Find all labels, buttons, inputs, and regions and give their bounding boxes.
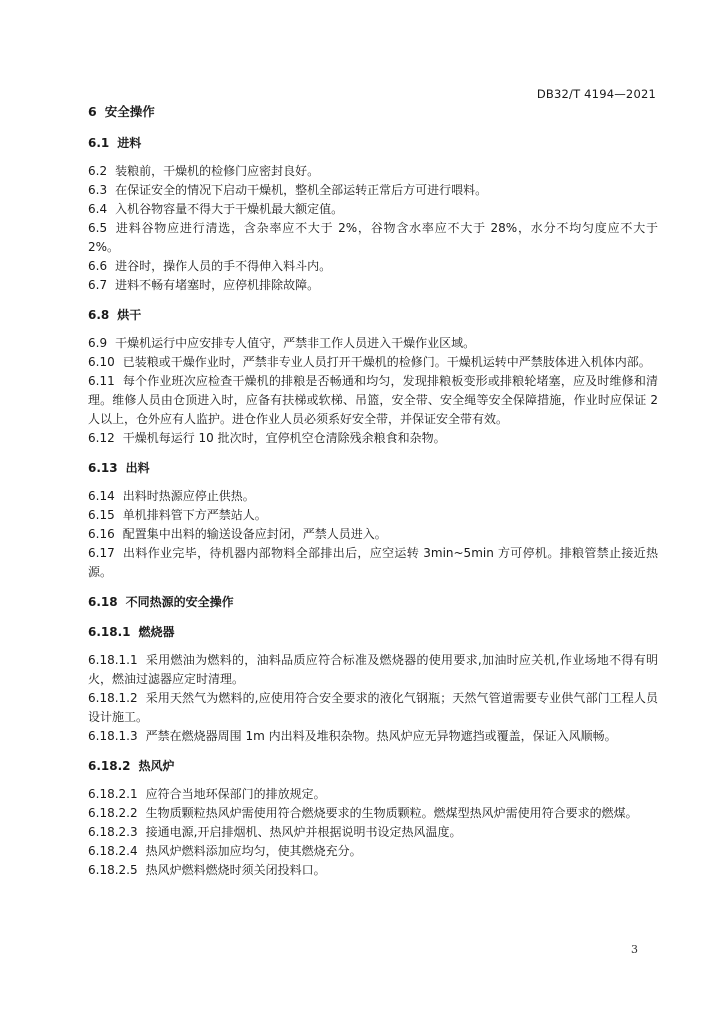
subsection-heading <box>88 134 658 153</box>
clause-text: 配置集中出料的输送设备应封闭，严禁人员进入。 <box>122 527 387 541</box>
clause-paragraph <box>88 544 658 582</box>
clause-paragraph <box>88 487 658 506</box>
clause-number: 6.18.2.5 <box>88 863 138 877</box>
document-code: DB32/T 4194—2021 <box>536 87 656 101</box>
clause-text: 在保证安全的情况下启动干燥机，整机全部运转正常后方可进行喂料。 <box>115 183 488 197</box>
clause-text: 应符合当地环保部门的排放规定。 <box>145 787 326 801</box>
clause-paragraph <box>88 861 658 880</box>
clause-text: 每个作业班次应检查干燥机的排粮是否畅通和均匀，发现排粮板变形或排粮轮堵塞，应及时维修和清理。维修人员由仓顶进入时，应备有扶梯或软梯、吊篮，安全带、安全绳等安全保障措施，作业时应保证 2 人以上，仓外应有人监护。进仓作业人员必须系好安全带，并保证安全带有效。 <box>88 374 658 426</box>
clause-number: 6.14 <box>88 489 115 503</box>
page-number: 3 <box>631 943 638 956</box>
clause-text: 进料不畅有堵塞时，应停机排除故障。 <box>115 278 320 292</box>
clause-paragraph <box>88 334 658 353</box>
clause-text: 生物质颗粒热风炉需使用符合燃烧要求的生物质颗粒。燃煤型热风炉需使用符合要求的燃煤。 <box>145 806 638 820</box>
clause-number: 6.16 <box>88 527 115 541</box>
clause-number: 6.18.1.2 <box>88 691 138 705</box>
subsection-heading <box>88 459 658 478</box>
clause-number: 6.18.2.2 <box>88 806 138 820</box>
clause-number: 6.18.1.3 <box>88 729 138 743</box>
clause-paragraph <box>88 804 658 823</box>
subsection-heading <box>88 623 658 642</box>
clause-number: 6.13 <box>88 461 118 475</box>
clause-text: 热风炉燃料添加应均匀，使其燃烧充分。 <box>145 844 362 858</box>
clause-paragraph <box>88 276 658 295</box>
clause-paragraph <box>88 353 658 372</box>
clause-paragraph <box>88 651 658 689</box>
clause-number: 6.8 <box>88 308 110 322</box>
clause-number: 6.10 <box>88 355 115 369</box>
clause-number: 6.18 <box>88 595 118 609</box>
subsection-heading <box>88 593 658 612</box>
clause-number: 6.18.2.4 <box>88 844 138 858</box>
clause-paragraph <box>88 181 658 200</box>
clause-text: 装粮前，干燥机的检修门应密封良好。 <box>115 164 320 178</box>
clause-text: 采用燃油为燃料的，油料品质应符合标准及燃烧器的使用要求,加油时应关机,作业场地不得有明火，燃油过滤器应定时清理。 <box>88 653 658 686</box>
clause-paragraph <box>88 525 658 544</box>
subsection-heading <box>88 306 658 325</box>
clause-text: 干燥机运行中应安排专人值守，严禁非工作人员进入干燥作业区域。 <box>115 336 476 350</box>
clause-text: 燃烧器 <box>138 625 175 639</box>
clause-number: 6.5 <box>88 221 108 235</box>
clause-text: 安全操作 <box>104 104 155 119</box>
clause-number: 6.18.1.1 <box>88 653 138 667</box>
clause-paragraph <box>88 727 658 746</box>
clause-paragraph <box>88 823 658 842</box>
clause-text: 不同热源的安全操作 <box>125 595 234 609</box>
clause-text: 采用天然气为燃料的,应使用符合安全要求的液化气钢瓶；天然气管道需要专业供气部门工程人员设计施工。 <box>88 691 658 724</box>
clause-number: 6.4 <box>88 202 108 216</box>
clause-text: 接通电源,开启排烟机、热风炉并根据说明书设定热风温度。 <box>145 825 462 839</box>
clause-number: 6.15 <box>88 508 115 522</box>
clause-text: 严禁在燃烧器周围 1m 内出料及堆积杂物。热风炉应无异物遮挡或覆盖，保证入风顺畅。 <box>145 729 617 743</box>
clause-paragraph <box>88 162 658 181</box>
clause-paragraph <box>88 429 658 448</box>
clause-number: 6.11 <box>88 374 115 388</box>
clause-text: 出料作业完毕，待机器内部物料全部排出后，应空运转 3min~5min 方可停机。排粮管禁止接近热源。 <box>88 546 658 579</box>
clause-paragraph <box>88 372 658 429</box>
document-body <box>88 96 658 880</box>
clause-number: 6.18.2.1 <box>88 787 138 801</box>
clause-paragraph <box>88 200 658 219</box>
clause-number: 6.9 <box>88 336 108 350</box>
clause-text: 热风炉燃料燃烧时须关闭投料口。 <box>145 863 326 877</box>
clause-text: 进料 <box>117 136 142 150</box>
clause-number: 6.17 <box>88 546 115 560</box>
clause-paragraph <box>88 219 658 257</box>
clause-text: 热风炉 <box>138 759 175 773</box>
clause-number: 6.7 <box>88 278 108 292</box>
clause-number: 6.2 <box>88 164 108 178</box>
clause-text: 进料谷物应进行清选，含杂率应不大于 2%，谷物含水率应不大于 28%，水分不均匀度应不大于 2%。 <box>88 221 658 254</box>
clause-text: 干燥机每运行 10 批次时，宜停机空仓清除残余粮食和杂物。 <box>122 431 446 445</box>
clause-paragraph <box>88 257 658 276</box>
clause-number: 6.18.1 <box>88 625 131 639</box>
clause-text: 出料时热源应停止供热。 <box>122 489 255 503</box>
clause-text: 烘干 <box>117 308 142 322</box>
clause-number: 6 <box>88 104 97 119</box>
clause-text: 出料 <box>125 461 150 475</box>
clause-paragraph <box>88 689 658 727</box>
clause-paragraph <box>88 506 658 525</box>
section-heading <box>88 102 658 121</box>
clause-number: 6.6 <box>88 259 108 273</box>
clause-number: 6.3 <box>88 183 108 197</box>
subsection-heading <box>88 757 658 776</box>
clause-text: 进谷时，操作人员的手不得伸入料斗内。 <box>115 259 332 273</box>
clause-number: 6.18.2.3 <box>88 825 138 839</box>
clause-text: 入机谷物容量不得大于干燥机最大额定值。 <box>115 202 344 216</box>
clause-number: 6.1 <box>88 136 110 150</box>
clause-number: 6.12 <box>88 431 115 445</box>
clause-number: 6.18.2 <box>88 759 131 773</box>
clause-text: 已装粮或干燥作业时，严禁非专业人员打开干燥机的检修门。干燥机运转中严禁肢体进入机体内部。 <box>122 355 651 369</box>
clause-paragraph <box>88 785 658 804</box>
clause-text: 单机排料管下方严禁站人。 <box>122 508 267 522</box>
clause-paragraph <box>88 842 658 861</box>
